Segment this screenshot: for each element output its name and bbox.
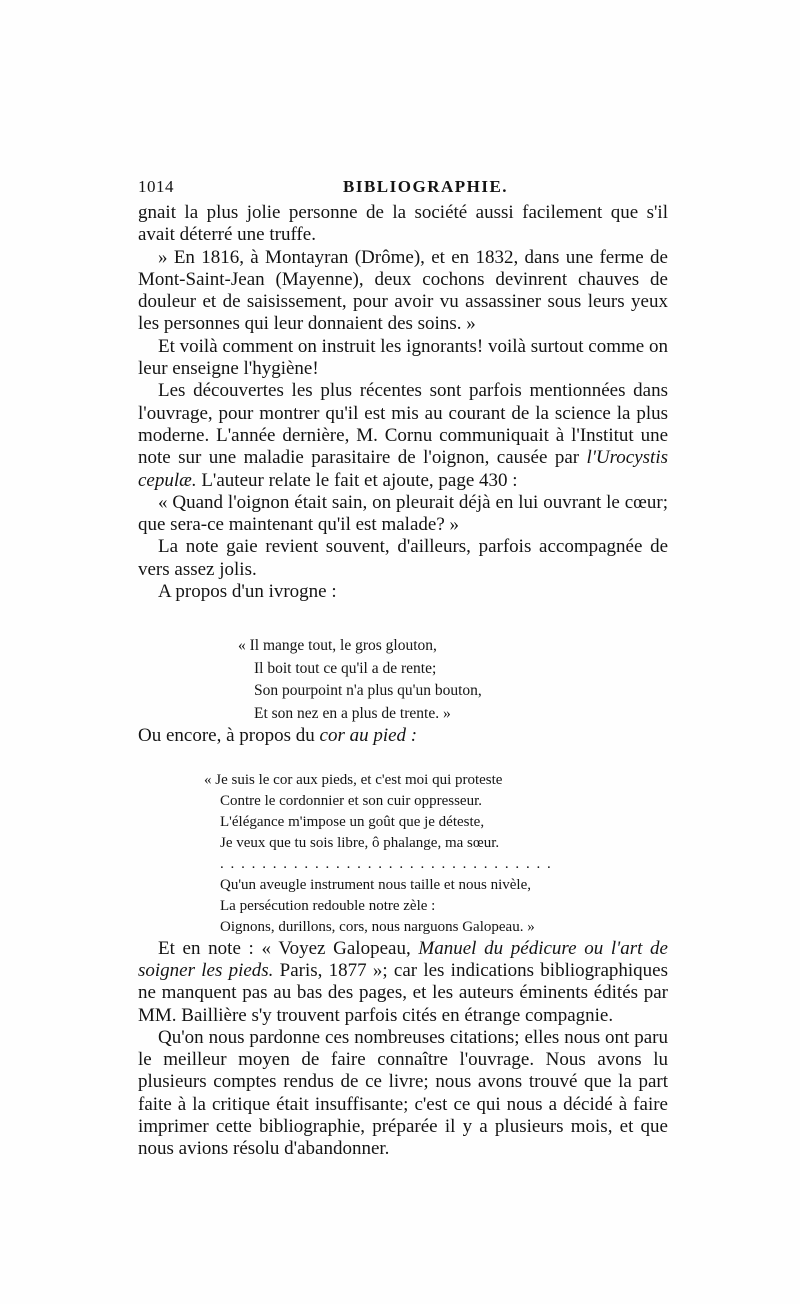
verse-line: Oignons, durillons, cors, nous narguons Galopeau. »: [220, 918, 535, 935]
cor-au-pied: cor au pied :: [319, 725, 418, 747]
paragraph-3: Et voilà comment on instruit les ignorants! voilà surtout comme on leur enseigne l'hygiène!: [138, 335, 668, 380]
paragraph-4-text: Les découvertes les plus récentes sont parfois mentionnées dans l'ouvrage, pour montrer qu'il est mis au courant de la science la plus moderne. L'année dernière, M. Cornu communiquait à l'Institut une note sur une maladie parasitaire de l'oignon, causée par: [138, 380, 668, 469]
paragraph-4: [138, 380, 668, 491]
paragraph-10: Qu'on nous pardonne ces nombreuses citations; elles nous ont paru le meilleur moyen de faire connaître l'ouvrage. Nous avons lu plusieurs comptes rendus de ce livre; nous avons trouvé que la part faite à la critique était insuffisante; c'est ce qui nous a décidé à faire imprimer cette bibliographie, préparée il y a plusieurs mois, et que nous avions résolu d'abandonner.: [138, 1026, 668, 1160]
verse-line: La persécution redouble notre zèle :: [220, 897, 436, 914]
verse-line: « Je suis le cor aux pieds, et c'est moi qui proteste: [204, 771, 503, 788]
paragraph-1: gnait la plus jolie personne de la société aussi facilement que s'il avait déterré une truffe.: [138, 202, 668, 246]
verse-line: Son pourpoint n'a plus qu'un bouton,: [254, 682, 482, 700]
page-number: 1014: [138, 177, 174, 196]
verse-cor-au-pied: [204, 770, 668, 938]
paragraph-4-tail: L'auteur relate le fait et ajoute, page 430 :: [196, 469, 518, 491]
paragraph-5: « Quand l'oignon était sain, on pleurait déjà en lui ouvrant le cœur; que sera-ce maintenant qu'il est malade? »: [138, 491, 668, 536]
page-body: [138, 202, 668, 1161]
verse-line: Je veux que tu sois libre, ô phalange, ma sœur.: [220, 834, 500, 851]
paragraph-7: A propos d'un ivrogne :: [158, 581, 337, 603]
ellipsis-line: ................................: [220, 855, 558, 872]
species-name: l'Urocystis cepulæ.: [138, 447, 669, 491]
paragraph-9-tail: Paris, 1877 »; car les indications bibliographiques ne manquent pas au bas des pages, et les auteurs éminents édités par MM. Baillière s'y trouvent parfois cités en étrange compagnie.: [138, 959, 668, 1026]
paragraph-2: » En 1816, à Montayran (Drôme), et en 1832, dans une ferme de Mont-Saint-Jean (Mayenne), deux cochons devinrent chauves de douleur et de saisissement, pour avoir vu assassiner sous leurs yeux les personnes qui leur donnaient des soins. »: [138, 246, 668, 335]
verse-line: Contre le cordonnier et son cuir oppresseur.: [220, 792, 483, 809]
paragraph-6: La note gaie revient souvent, d'ailleurs, parfois accompagnée de vers assez jolis.: [138, 536, 668, 580]
paragraph-8-text: Ou encore, à propos du: [138, 725, 320, 747]
verse-line: Qu'un aveugle instrument nous taille et nous nivèle,: [220, 876, 531, 893]
verse-line: Et son nez en a plus de trente. »: [254, 704, 451, 722]
paragraph-9-text: Et en note : « Voyez Galopeau,: [158, 937, 419, 959]
verse-line: Il boit tout ce qu'il a de rente;: [254, 659, 437, 677]
paragraph-8: [138, 725, 668, 747]
verse-ivrogne: [238, 635, 668, 725]
running-title: BIBLIOGRAPHIE.: [343, 177, 509, 196]
paragraph-9: [138, 938, 668, 1027]
verse-line: « Il mange tout, le gros glouton,: [238, 637, 437, 655]
book-title: Manuel du pédicure ou l'art de soigner les pieds.: [138, 937, 668, 981]
verse-line: L'élégance m'impose un goût que je déteste,: [220, 813, 485, 830]
